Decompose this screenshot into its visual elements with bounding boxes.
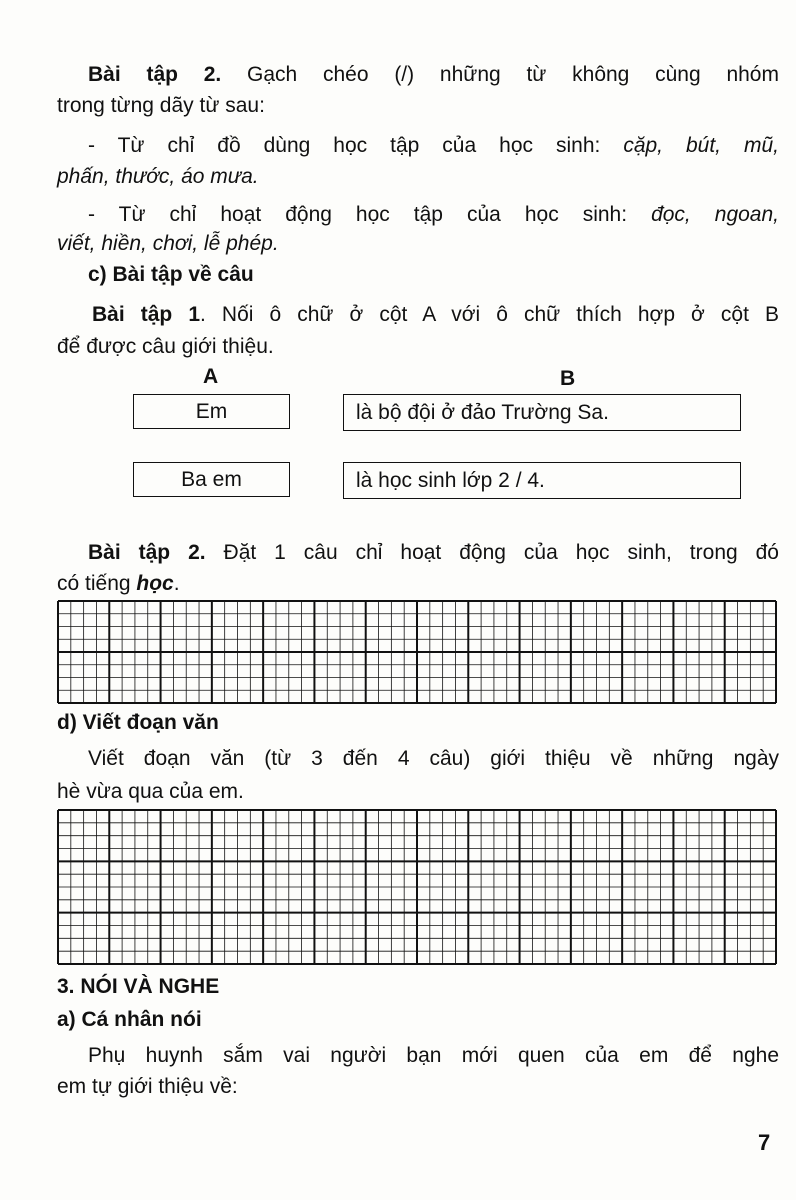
c-ex2-period: . — [173, 572, 180, 595]
ex2-label: Bài tập 2. — [88, 63, 222, 86]
section-3-instruction-cont: em tự giới thiệu về: — [57, 1075, 238, 1098]
word-list-1-words: cặp, bút, mũ, — [623, 134, 779, 157]
word-list-1-label: - Từ chỉ đồ dùng học tập của học sinh: — [88, 134, 624, 157]
b-box-hoc-sinh[interactable]: là học sinh lớp 2 / 4. — [343, 462, 741, 499]
ex2-title-line — [88, 62, 779, 88]
section-d-heading: d) Viết đoạn văn — [57, 711, 219, 734]
a-box-em[interactable]: Em — [133, 394, 290, 429]
column-a-label: A — [203, 365, 219, 388]
c-ex1-cont: để được câu giới thiệu. — [57, 335, 274, 358]
word-list-2 — [88, 202, 779, 228]
section-3-instruction: Phụ huynh sắm vai người bạn mới quen của em để nghe — [88, 1044, 779, 1067]
d-instruction-cont: hè vừa qua của em. — [57, 780, 244, 803]
word-list-2-words: đọc, ngoan, — [651, 203, 780, 226]
ex2-instruction: Gạch chéo (/) những từ không cùng nhóm — [221, 63, 779, 86]
writing-grid-2[interactable] — [57, 809, 777, 965]
b-box-bo-doi[interactable]: là bộ đội ở đảo Trường Sa. — [343, 394, 741, 431]
keyword-hoc: học — [136, 572, 174, 595]
a-box-ba-em[interactable]: Ba em — [133, 462, 290, 497]
c-ex1-line — [92, 302, 779, 328]
writing-grid-1[interactable] — [57, 600, 777, 704]
word-list-1 — [88, 133, 779, 159]
section-c-heading: c) Bài tập về câu — [88, 263, 254, 286]
word-list-2-label: - Từ chỉ hoạt động học tập của học sinh: — [88, 203, 652, 226]
column-b-label: B — [560, 367, 576, 390]
c-ex2-cont-text: có tiếng — [57, 572, 137, 595]
word-list-1-cont: phấn, thước, áo mưa. — [57, 165, 259, 188]
c-ex2-cont — [57, 571, 180, 597]
c-ex1-label: Bài tập 1 — [92, 303, 200, 326]
ex2-instruction-cont: trong từng dãy từ sau: — [57, 94, 265, 117]
c-ex2-instruction: Đặt 1 câu chỉ hoạt động của học sinh, trong đó — [205, 541, 779, 564]
c-ex2-label: Bài tập 2. — [88, 541, 206, 564]
page-number: 7 — [758, 1130, 771, 1155]
c-ex2-line — [88, 540, 779, 566]
section-3-heading: 3. NÓI VÀ NGHE — [57, 975, 220, 998]
word-list-2-cont: viết, hiền, chơi, lễ phép. — [57, 232, 279, 255]
section-3a-heading: a) Cá nhân nói — [57, 1008, 202, 1031]
d-instruction: Viết đoạn văn (từ 3 đến 4 câu) giới thiệu về những ngày — [88, 747, 779, 770]
c-ex1-instruction: . Nối ô chữ ở cột A với ô chữ thích hợp ở cột B — [200, 303, 779, 326]
